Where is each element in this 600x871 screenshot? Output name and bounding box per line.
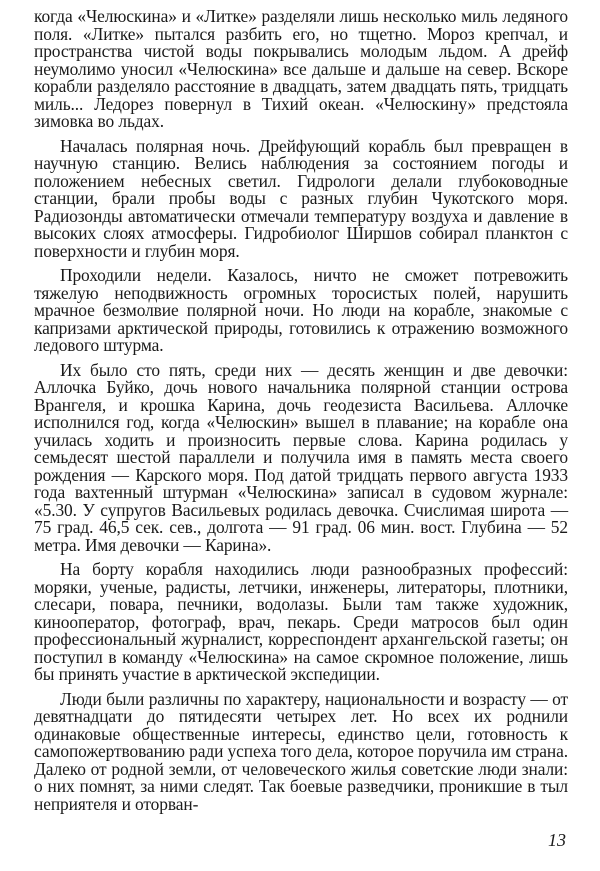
page-body: [34, 8, 568, 820]
paragraph-5: На борту корабля находились люди разнообразных профессий: моряки, ученые, радисты, летчики, инженеры, литераторы, плотники, слесари, повара, печники, водолазы. Были там также художник, кинооператор, фотограф, врач, пекарь. Среди матросов был один профессиональный журналист, корреспондент архангельской газеты; он поступил в команду «Челюскина» на самое скромное положение, лишь бы принять участие в арктической экспедиции.: [34, 559, 568, 684]
paragraph-1: когда «Челюскина» и «Литке» разделяли лишь несколько миль ледяного поля. «Литке» пытался разбить его, но тщетно. Мороз крепчал, и пространства чистой воды покрывались молодым льдом. А дрейф неумолимо уносил «Челюскина» все дальше и дальше на север. Вскоре корабли разделяло расстояние в двадцать, затем двадцать пять, тридцать миль... Ледорез повернул в Тихий океан. «Челюскину» предстояла зимовка во льдах.: [34, 6, 568, 131]
paragraph-3: Проходили недели. Казалось, ничто не сможет потревожить тяжелую неподвижность огромных торосистых полей, нарушить мрачное безмолвие полярной ночи. Но люди на корабле, знакомые с капризами арктической природы, готовились к отражению возможного ледового штурма.: [34, 265, 568, 355]
page-number: 13: [548, 830, 566, 850]
paragraph-2: Началась полярная ночь. Дрейфующий корабль был превращен в научную станцию. Велись наблюдения за состоянием погоды и положением небесных светил. Гидрологи делали глубоководные станции, брали пробы воды с разных глубин Чукотского моря. Радиозонды автоматически отмечали температуру воздуха и давление в высоких слоях атмосферы. Гидробиолог Ширшов собирал планктон с поверхности и глубин моря.: [34, 135, 568, 261]
paragraph-6: Люди были различны по характеру, национальности и возрасту — от девятнадцати до пятидесяти четырех лет. Но всех их роднили одинаковые общественные интересы, единство цели, готовность к самопожертвованию ради успеха того дела, которое поручила им страна. Далеко от родной земли, от человеческого жилья советские люди знали: о них помнят, за ними следят. Так боевые разведчики, проникшие в тыл неприятеля и оторван-: [34, 688, 568, 814]
paragraph-4: Их было сто пять, среди них — десять женщин и две девочки: Аллочка Буйко, дочь нового начальника полярной станции острова Врангеля, и крошка Карина, дочь геодезиста Васильева. Аллочке исполнился год, когда «Челюскин» вышел в плавание; на корабле она училась ходить и произносить первые слова. Карина родилась у семьдесят шестой параллели и получила имя в память места своего рождения — Карского моря. Под датой тридцать первого августа 1933 года вахтенный штурман «Челюскина» записал в судовом журнале: «5.30. У супругов Васильевых родилась девочка. Счислимая широта — 75 град. 46,5 сек. сев., долгота — 91 град. 06 мин. вост. Глубина — 52 метра. Имя девочки — Карина».: [34, 359, 568, 555]
